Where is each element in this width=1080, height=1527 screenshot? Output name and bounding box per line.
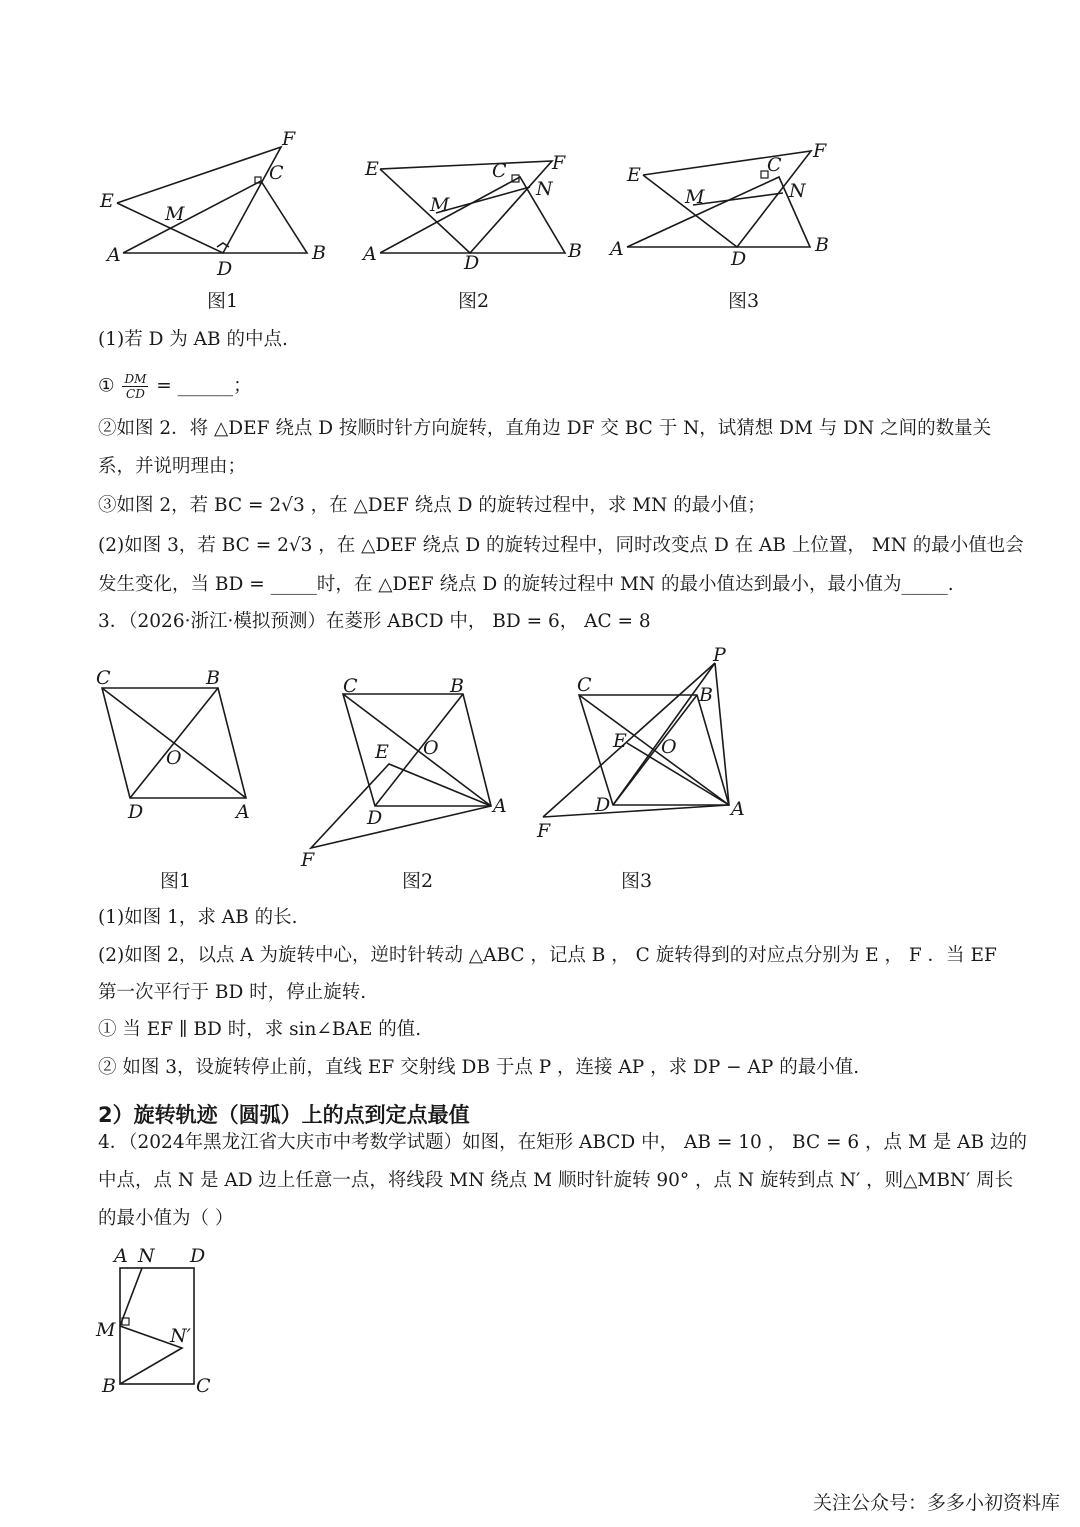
label-A: A xyxy=(363,243,377,265)
label-C: C xyxy=(577,674,592,696)
p2-q3: ③如图 2，若 BC = 2√3 ，在 △DEF 绕点 D 的旋转过程中，求 MN 的最小值； xyxy=(98,495,766,516)
label-B: B xyxy=(815,234,829,256)
label-E: E xyxy=(365,158,379,180)
p3-q2: ② 如图 3，设旋转停止前，直线 EF 交射线 DB 于点 P ，连接 AP ，求 DP − AP 的最小值. xyxy=(98,1057,860,1078)
label-N: N xyxy=(789,180,806,202)
segment-MN xyxy=(693,193,783,205)
label-E: E xyxy=(100,190,114,212)
label-O: O xyxy=(423,737,439,759)
label-B: B xyxy=(699,684,713,706)
p4-line1: 4．（2024年黑龙江省大庆市中考数学试题）如图，在矩形 ABCD 中， AB = 10 ， BC = 6 ，点 M 是 AB 边的 xyxy=(98,1132,1027,1153)
label-A: A xyxy=(114,1245,128,1267)
label-B: B xyxy=(568,240,582,262)
rhombus-figure-3-caption: 图3 xyxy=(621,870,653,892)
rhombus-figure-1 xyxy=(90,660,265,830)
label-N: N xyxy=(536,178,553,200)
label-M: M xyxy=(165,203,185,225)
p3-q1: ① 当 EF ∥ BD 时，求 sin∠BAE 的值. xyxy=(98,1019,422,1040)
p3-part1: (1)如图 1，求 AB 的长. xyxy=(98,907,298,928)
label-C: C xyxy=(492,160,507,182)
label-M: M xyxy=(96,1319,116,1341)
segment-AF xyxy=(543,805,729,817)
label-B: B xyxy=(206,667,220,689)
segment-MN xyxy=(436,187,530,213)
fraction-dm-cd xyxy=(122,372,148,401)
p2-part2-line1: (2)如图 3，若 BC = 2√3 ，在 △DEF 绕点 D 的旋转过程中，同时改变点 D 在 AB 上位置， MN 的最小值也会 xyxy=(98,535,1024,556)
p3-title: 3．（2026·浙江·模拟预测）在菱形 ABCD 中， BD = 6， AC = 8 xyxy=(98,611,651,632)
line-EF xyxy=(543,663,715,817)
p2-part2-line2: 发生变化，当 BD = _____时，在 △DEF 绕点 D 的旋转过程中 MN 的最小值达到最小，最小值为_____. xyxy=(98,574,954,595)
label-N: N xyxy=(138,1245,155,1267)
label-C: C xyxy=(767,154,782,176)
label-C: C xyxy=(343,675,358,697)
label-B: B xyxy=(102,1375,116,1397)
top-figure-1 xyxy=(95,125,345,285)
label-A: A xyxy=(236,801,250,823)
label-F: F xyxy=(537,820,551,842)
rhombus-figure-2-caption: 图2 xyxy=(402,870,434,892)
label-B: B xyxy=(450,675,464,697)
triangle-DEF xyxy=(643,151,811,247)
section-heading: 2）旋转轨迹（圆弧）上的点到定点最值 xyxy=(98,1103,470,1127)
label-F: F xyxy=(282,128,296,150)
footer-watermark: 关注公众号：多多小初资料库 xyxy=(812,1492,1060,1514)
p3-part2-line2: 第一次平行于 BD 时，停止旋转. xyxy=(98,982,367,1003)
label-A: A xyxy=(610,238,624,260)
label-F: F xyxy=(813,140,827,162)
segment-MN xyxy=(120,1268,142,1326)
label-E: E xyxy=(613,730,627,752)
label-C: C xyxy=(269,162,284,184)
label-E: E xyxy=(627,164,641,186)
label-M: M xyxy=(430,194,450,216)
rhombus-figure-2 xyxy=(295,668,525,873)
label-F: F xyxy=(301,849,315,871)
top-figure-2 xyxy=(360,145,595,280)
p4-line3: 的最小值为（ ） xyxy=(98,1208,234,1229)
rhombus-figure-3 xyxy=(535,645,760,845)
label-B: B xyxy=(312,242,326,264)
p3-part2-line1: (2)如图 2，以点 A 为旋转中心，逆时针转动 △ABC ，记点 B ， C 旋转得到的对应点分别为 E ， F ．当 EF xyxy=(98,945,997,966)
p2-q2-line1: ②如图 2．将 △DEF 绕点 D 按顺时针方向旋转，直角边 DF 交 BC 于 N，试猜想 DM 与 DN 之间的数量关 xyxy=(98,418,992,439)
label-D: D xyxy=(595,794,611,816)
fraction-denominator: CD xyxy=(126,387,145,401)
label-C: C xyxy=(96,667,111,689)
label-F: F xyxy=(552,152,566,174)
label-P: P xyxy=(713,645,726,666)
p2-part1: (1)若 D 为 AB 的中点. xyxy=(98,329,288,350)
label-N-prime: N′ xyxy=(170,1325,191,1347)
label-A: A xyxy=(107,244,121,266)
triangle-DEF xyxy=(117,147,281,253)
diagonal-BD xyxy=(130,688,218,798)
rhombus-figure-1-caption: 图1 xyxy=(160,870,192,892)
label-E: E xyxy=(375,741,389,763)
q1-suffix: = ______； xyxy=(156,375,252,397)
label-O: O xyxy=(166,747,182,769)
label-A: A xyxy=(731,798,745,820)
label-D: D xyxy=(217,258,233,280)
top-figure-3-caption: 图3 xyxy=(728,290,760,312)
fraction-numerator: DM xyxy=(124,372,147,386)
top-figure-2-caption: 图2 xyxy=(458,290,490,312)
q1-prefix: ① xyxy=(98,375,115,397)
p2-q2-line2: 系，并说明理由； xyxy=(98,456,247,477)
label-D: D xyxy=(128,801,144,823)
right-angle-mark-D xyxy=(217,243,229,247)
top-figure-3 xyxy=(605,135,840,275)
rectangle-figure xyxy=(92,1240,222,1400)
p2-q1 xyxy=(98,372,252,401)
label-C: C xyxy=(196,1375,211,1397)
label-A: A xyxy=(493,795,507,817)
label-D: D xyxy=(367,807,383,829)
p4-line2: 中点，点 N 是 AD 边上任意一点，将线段 MN 绕点 M 顺时针旋转 90° ，点 N 旋转到点 N′ ，则△MBN′ 周长 xyxy=(98,1170,1014,1191)
label-D: D xyxy=(731,248,747,270)
label-M: M xyxy=(685,186,705,208)
label-D: D xyxy=(464,252,480,274)
label-O: O xyxy=(661,736,677,758)
top-figure-1-caption: 图1 xyxy=(207,290,239,312)
label-D: D xyxy=(190,1245,206,1267)
